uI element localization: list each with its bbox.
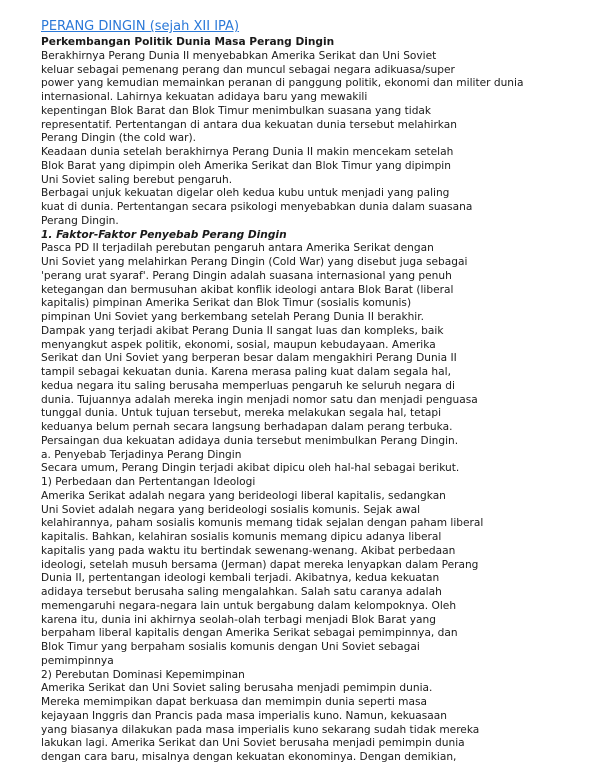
body-text-line: kepentingan Blok Barat dan Blok Timur menimbulkan suasana yang tidak <box>41 104 432 117</box>
body-text-line: a. Penyebab Terjadinya Perang Dingin <box>41 448 242 461</box>
section-heading: 1. Faktor-Faktor Penyebab Perang Dingin <box>41 228 287 241</box>
body-text-line: 1) Perbedaan dan Pertentangan Ideologi <box>41 476 256 488</box>
body-text-line: kedua negara itu saling berusaha memperluas pengaruh ke seluruh negara di <box>41 379 455 392</box>
body-text-line: Secara umum, Perang Dingin terjadi akibat dipicu oleh hal-hal sebagai berikut. <box>41 462 460 475</box>
body-text-line: dunia. Tujuannya adalah mereka ingin menjadi nomor satu dan menjadi penguasa <box>41 393 478 406</box>
body-text-line: kapitalis) pimpinan Amerika Serikat dan Blok Timur (sosialis komunis) <box>41 297 412 310</box>
body-text-line: menyangkut aspek politik, ekonomi, sosial, maupun kebudayaan. Amerika <box>41 338 436 351</box>
body-text-line: keduanya belum pernah secara langsung berhadapan dalam perang terbuka. <box>41 421 453 433</box>
section-heading: Perkembangan Politik Dunia Masa Perang Dingin <box>41 36 335 48</box>
body-text-line: Pasca PD II terjadilah perebutan pengaruh antara Amerika Serikat dengan <box>41 242 434 255</box>
body-text-line: Blok Timur yang berpaham sosialis komunis dengan Uni Soviet sebagai <box>41 641 420 653</box>
body-text-line: Serikat dan Uni Soviet yang berperan besar dalam mengakhiri Perang Dunia II <box>41 352 457 365</box>
body-text-line: Dunia II, pertentangan ideologi kembali terjadi. Akibatnya, kedua kekuatan <box>41 572 440 585</box>
body-text-line: Mereka memimpikan dapat berkuasa dan memimpin dunia seperti masa <box>41 696 428 708</box>
body-text-line: memengaruhi negara-negara lain untuk bergabung dalam kelompoknya. Oleh <box>41 599 457 612</box>
body-text-line: dengan cara baru, misalnya dengan kekuatan ekonominya. Dengan demikian, <box>41 751 457 763</box>
body-text-line: Amerika Serikat adalah negara yang berideologi liberal kapitalis, sedangkan <box>41 489 446 502</box>
body-text-line: ideologi, setelah musuh bersama (Jerman) dapat mereka lenyapkan dalam Perang <box>41 558 479 571</box>
body-text-line: kelahirannya, paham sosialis komunis memang tidak sejalan dengan paham liberal <box>41 517 484 530</box>
body-text-line: ketegangan dan bermusuhan akibat konflik ideologi antara Blok Barat (liberal <box>41 283 454 296</box>
body-text-line: Amerika Serikat dan Uni Soviet saling berusaha menjadi pemimpin dunia. <box>41 682 433 695</box>
body-text-line: Dampak yang terjadi akibat Perang Dunia II sangat luas dan kompleks, baik <box>41 324 444 337</box>
body-text-line: yang biasanya dilakukan pada masa imperialis kuno sekarang sudah tidak mereka <box>41 723 480 736</box>
document-page <box>41 19 561 765</box>
body-text-line: Blok Barat yang dipimpin oleh Amerika Serikat dan Blok Timur yang dipimpin <box>41 159 451 172</box>
body-text-line: tunggal dunia. Untuk tujuan tersebut, mereka melakukan segala hal, tetapi <box>41 407 442 420</box>
body-text-line: adidaya tersebut berusaha saling mengalahkan. Salah satu caranya adalah <box>41 586 442 598</box>
body-text-line: Berakhirnya Perang Dunia II menyebabkan Amerika Serikat dan Uni Soviet <box>41 49 437 62</box>
body-text-line: Keadaan dunia setelah berakhirnya Perang Dunia II makin mencekam setelah <box>41 146 454 158</box>
body-text-line: Uni Soviet adalah negara yang berideologi sosialis komunis. Sejak awal <box>41 503 421 516</box>
document-title-link[interactable]: PERANG DINGIN (sejah XII IPA) <box>41 19 240 34</box>
document-body <box>41 36 561 765</box>
body-text-line: kuat di dunia. Pertentangan secara psikologi menyebabkan dunia dalam suasana <box>41 201 473 213</box>
body-text-line: kejayaan Inggris dan Prancis pada masa imperialis kuno. Namun, kekuasaan <box>41 709 447 722</box>
body-text-line: Uni Soviet yang melahirkan Perang Dingin (Cold War) yang disebut juga sebagai <box>41 256 468 268</box>
body-text-line: representatif. Pertentangan di antara dua kekuatan dunia tersebut melahirkan <box>41 118 457 131</box>
body-text-line: internasional. Lahirnya kekuatan adidaya baru yang mewakili <box>41 91 368 103</box>
body-text-line: power yang kemudian memainkan peranan di panggung politik, ekonomi dan militer dunia <box>41 77 524 90</box>
body-text-line: berpaham liberal kapitalis dengan Amerika Serikat sebagai pemimpinnya, dan <box>41 627 458 640</box>
body-text-line: karena itu, dunia ini akhirnya seolah-olah terbagi menjadi Blok Barat yang <box>41 613 436 626</box>
body-text-line: kapitalis yang pada waktu itu bertindak sewenang-wenang. Akibat perbedaan <box>41 544 456 557</box>
body-text-line: pimpinan Uni Soviet yang berkembang setelah Perang Dunia II berakhir. <box>41 311 425 323</box>
body-text-line: lakukan lagi. Amerika Serikat dan Uni Soviet berusaha menjadi pemimpin dunia <box>41 737 465 750</box>
body-text-line: kapitalis. Bahkan, kelahiran sosialis komunis memang dipicu adanya liberal <box>41 531 442 543</box>
body-text-line: Berbagai unjuk kekuatan digelar oleh kedua kubu untuk menjadi yang paling <box>41 187 450 200</box>
body-text-line: Perang Dingin. <box>41 214 119 227</box>
body-text-line: Perang Dingin (the cold war). <box>41 132 196 145</box>
body-text-line: 2) Perebutan Dominasi Kepemimpinan <box>41 668 245 681</box>
body-text-line: 'perang urat syaraf'. Perang Dingin adalah suasana internasional yang penuh <box>41 269 452 282</box>
body-text-line: Persaingan dua kekuatan adidaya dunia tersebut menimbulkan Perang Dingin. <box>41 434 459 447</box>
body-text-line: pemimpinnya <box>41 654 114 667</box>
body-text-line: tampil sebagai kekuatan dunia. Karena merasa paling kuat dalam segala hal, <box>41 366 451 378</box>
body-text-line: keluar sebagai pemenang perang dan muncul sebagai negara adikuasa/super <box>41 63 455 76</box>
body-text-line: Uni Soviet saling berebut pengaruh. <box>41 173 233 186</box>
